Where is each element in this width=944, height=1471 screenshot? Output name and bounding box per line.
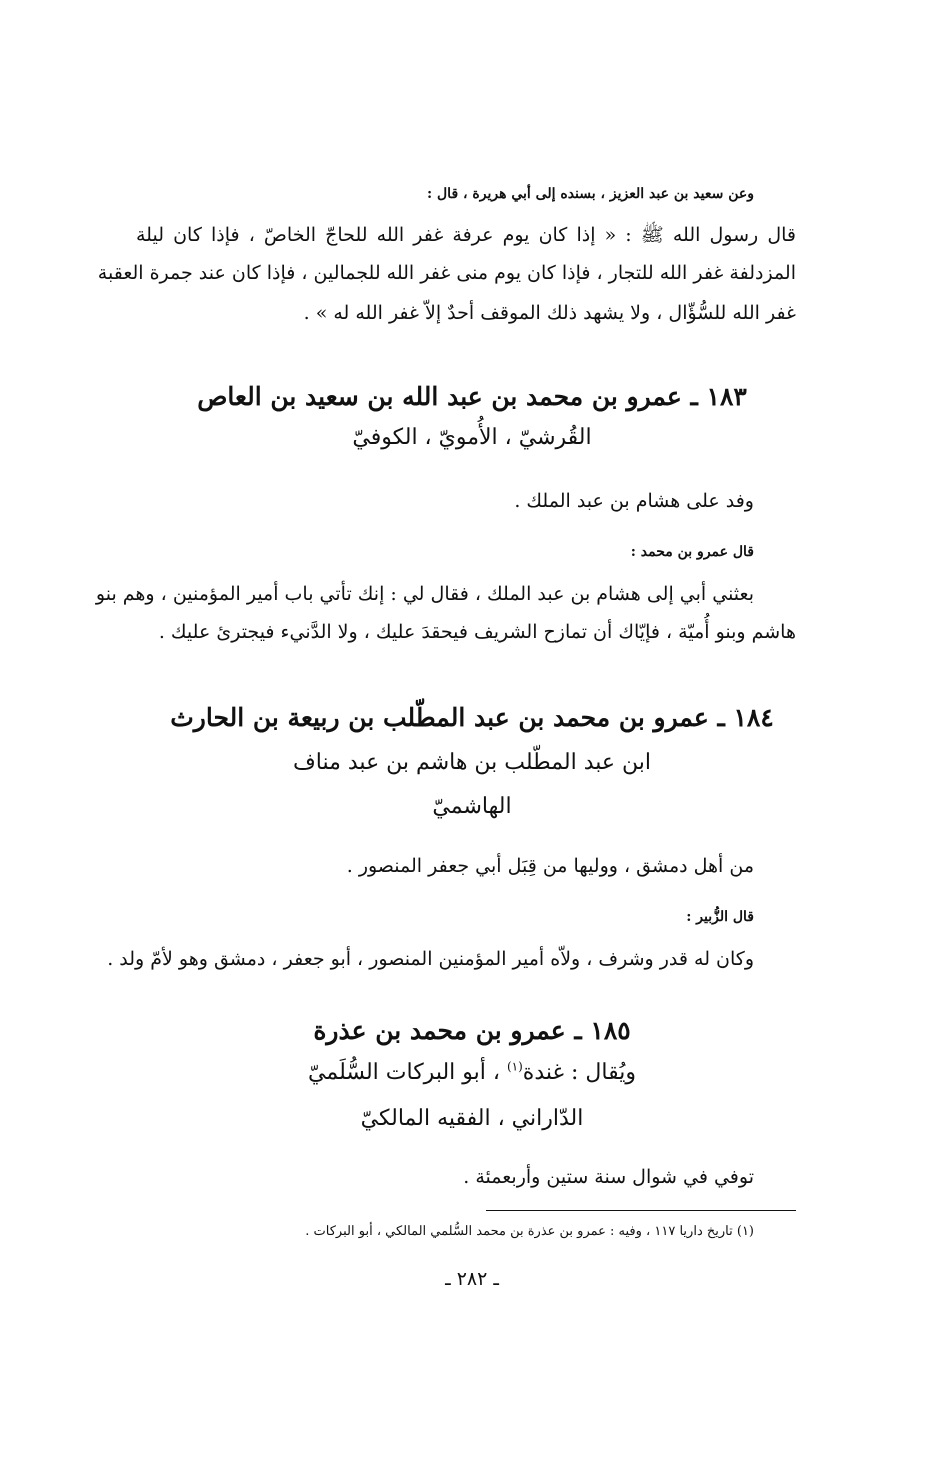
entry-183-text: وفد على هشام بن عبد الملك . [514, 490, 754, 512]
entry-183-title: ١٨٣ ـ عمرو بن محمد بن عبد الله بن سعيد بن العاص [197, 382, 747, 411]
hadith-line-3: غفر الله للسُّؤّال ، ولا يشهد ذلك الموقف أحدٌ إلاّ غفر الله له » . [303, 302, 796, 324]
footnote-text: (١) تاريخ داريا ١١٧ ، وفيه : عمرو بن عذرة بن محمد السُّلمي المالكي ، أبو البركات . [305, 1224, 754, 1239]
entry-185-alt-name: ويُقال : غندة [522, 1060, 636, 1085]
entry-183-quote-2: هاشم وبنو أُميّة ، فإيّاك أن تمازح الشريف فيحقدَ عليك ، ولا الدَّنيء فيجترئ عليك . [158, 621, 796, 643]
entry-183-quote-1: بعثني أبي إلى هشام بن عبد الملك ، فقال لي : إنك تأتي باب أمير المؤمنين ، وهم بنو [95, 583, 754, 605]
entry-183-speaker: قال عمرو بن محمد : [630, 544, 754, 560]
entry-184-text: من أهل دمشق ، ووليها من قِبَل أبي جعفر المنصور . [346, 855, 754, 877]
entry-184-title: ١٨٤ ـ عمرو بن محمد بن عبد المطّلب بن ربيعة بن الحارث [170, 703, 774, 732]
entry-185-text: توفي في شوال سنة ستين وأربعمئة . [463, 1166, 754, 1188]
footnote-divider [486, 1210, 796, 1211]
entry-184-quote: وكان له قدر وشرف ، ولاّه أمير المؤمنين المنصور ، أبو جعفر ، دمشق وهو لأمّ ولد . [107, 948, 754, 970]
isnad-line: وعن سعيد بن عبد العزيز ، بسنده إلى أبي هريرة ، قال : [426, 186, 754, 202]
hadith-line-1: قال رسول الله ﷺ : « إذا كان يوم عرفة غفر الله للحاجّ الخاصّ ، فإذا كان ليلة [136, 224, 796, 246]
entry-183-subtitle: القُرشيّ ، الأُمويّ ، الكوفيّ [352, 425, 592, 450]
entry-185-kunya: ، أبو البركات السُّلَميّ [308, 1060, 500, 1085]
entry-184-subtitle-2: الهاشميّ [432, 794, 512, 819]
entry-185-subtitle-1 [0, 1060, 944, 1085]
entry-184-speaker: قال الزُّبير : [686, 909, 754, 925]
footnote-ref-1: (١) [506, 1059, 523, 1074]
entry-185-title: ١٨٥ ـ عمرو بن محمد بن عذرة [313, 1016, 631, 1045]
hadith-line-2: المزدلفة غفر الله للتجار ، فإذا كان يوم منى غفر الله للجمالين ، فإذا كان عند جمرة العقبة [97, 262, 796, 284]
entry-185-subtitle-2: الدّاراني ، الفقيه المالكيّ [360, 1106, 584, 1131]
entry-184-subtitle-1: ابن عبد المطّلب بن هاشم بن عبد مناف [292, 750, 652, 775]
page-number: ـ ٢٨٢ ـ [445, 1268, 499, 1290]
